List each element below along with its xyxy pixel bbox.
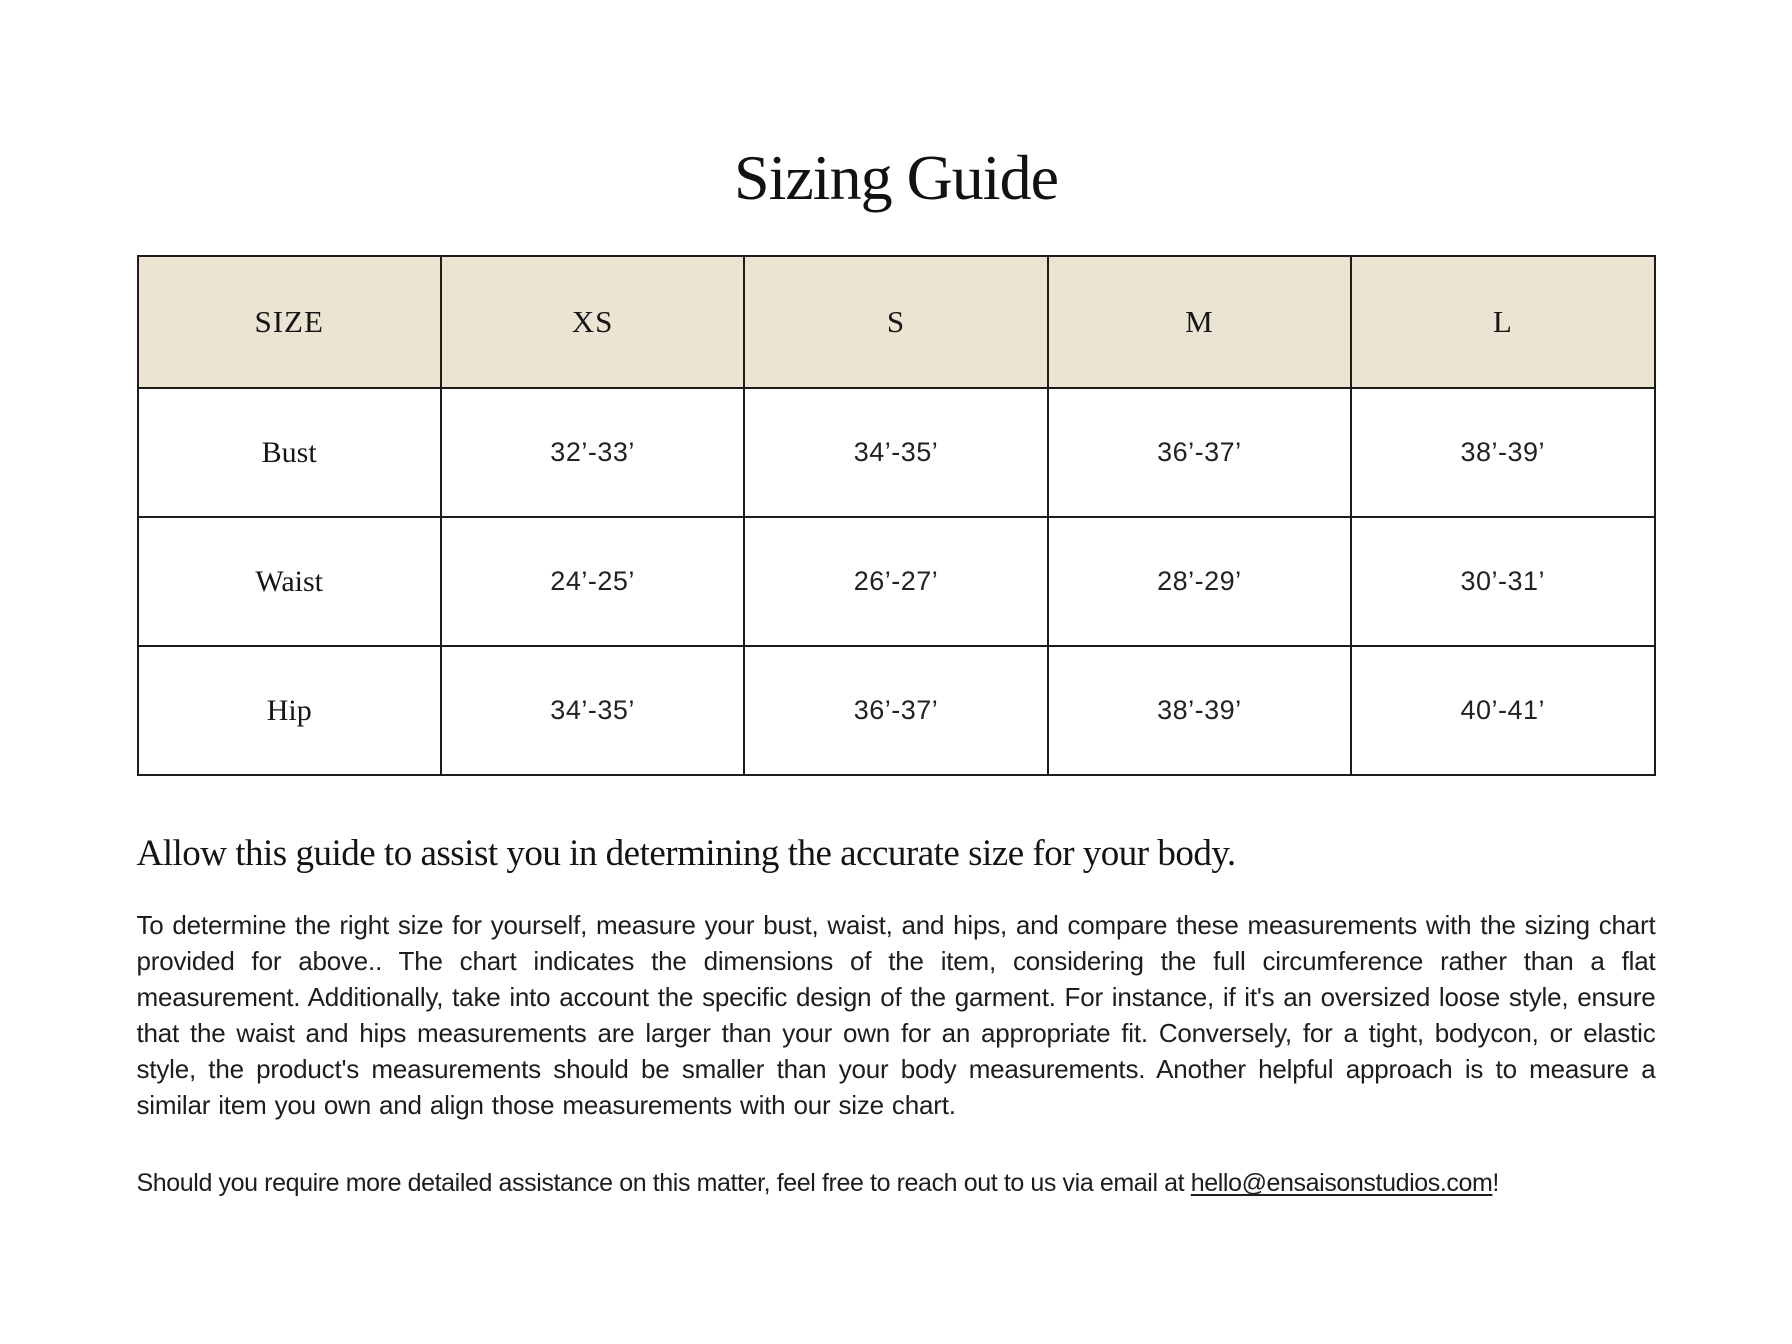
table-header-row — [138, 256, 1655, 388]
column-header-size: SIZE — [138, 256, 441, 388]
bust-l-value: 38’-39’ — [1351, 388, 1654, 517]
column-header-l: L — [1351, 256, 1654, 388]
lead-text: Allow this guide to assist you in determining the accurate size for your body. — [136, 833, 1236, 875]
bust-xs-value: 32’-33’ — [441, 388, 744, 517]
waist-xs-value: 24’-25’ — [441, 517, 744, 646]
email-link[interactable]: hello@ensaisonstudios.com — [1190, 1169, 1493, 1198]
hip-s-value: 36’-37’ — [744, 646, 1047, 775]
column-header-s: S — [744, 256, 1047, 388]
size-chart-table — [137, 255, 1656, 776]
sizing-guide-page — [137, 143, 1656, 1198]
bust-s-value: 34’-35’ — [744, 388, 1047, 517]
hip-xs-value: 34’-35’ — [441, 646, 744, 775]
page-title: Sizing Guide — [734, 142, 1058, 213]
bust-m-value: 36’-37’ — [1048, 388, 1351, 517]
row-label-bust: Bust — [138, 388, 441, 517]
table-row-hip — [138, 646, 1655, 775]
waist-l-value: 30’-31’ — [1351, 517, 1654, 646]
row-label-hip: Hip — [138, 646, 441, 775]
column-header-m: M — [1048, 256, 1351, 388]
row-label-waist: Waist — [138, 517, 441, 646]
hip-m-value: 38’-39’ — [1048, 646, 1351, 775]
hip-l-value: 40’-41’ — [1351, 646, 1654, 775]
waist-m-value: 28’-29’ — [1048, 517, 1351, 646]
waist-s-value: 26’-27’ — [744, 517, 1047, 646]
column-header-xs: XS — [441, 256, 744, 388]
contact-line — [137, 1169, 1656, 1198]
contact-suffix-text: ! — [1492, 1169, 1499, 1198]
contact-prefix-text: Should you require more detailed assistance on this matter, feel free to reach out to us via email at — [136, 1169, 1191, 1198]
table-row-bust — [138, 388, 1655, 517]
body-paragraph: To determine the right size for yourself, measure your bust, waist, and hips, and compare these measurements with the sizing chart provided for above.. The chart indicates the dimensions of the item, considering the full circumference rather than a flat measurement. Additionally, take into account the specific design of the garment. For instance, if it's an oversized loose style, ensure that the waist and hips measurements are larger than your own for an appropriate fit. Conversely, for a tight, bodycon, or elastic style, the product's measurements should be smaller than your body measurements. Another helpful approach is to measure a similar item you own and align those measurements with our size chart. — [136, 910, 1656, 1121]
table-row-waist — [138, 517, 1655, 646]
